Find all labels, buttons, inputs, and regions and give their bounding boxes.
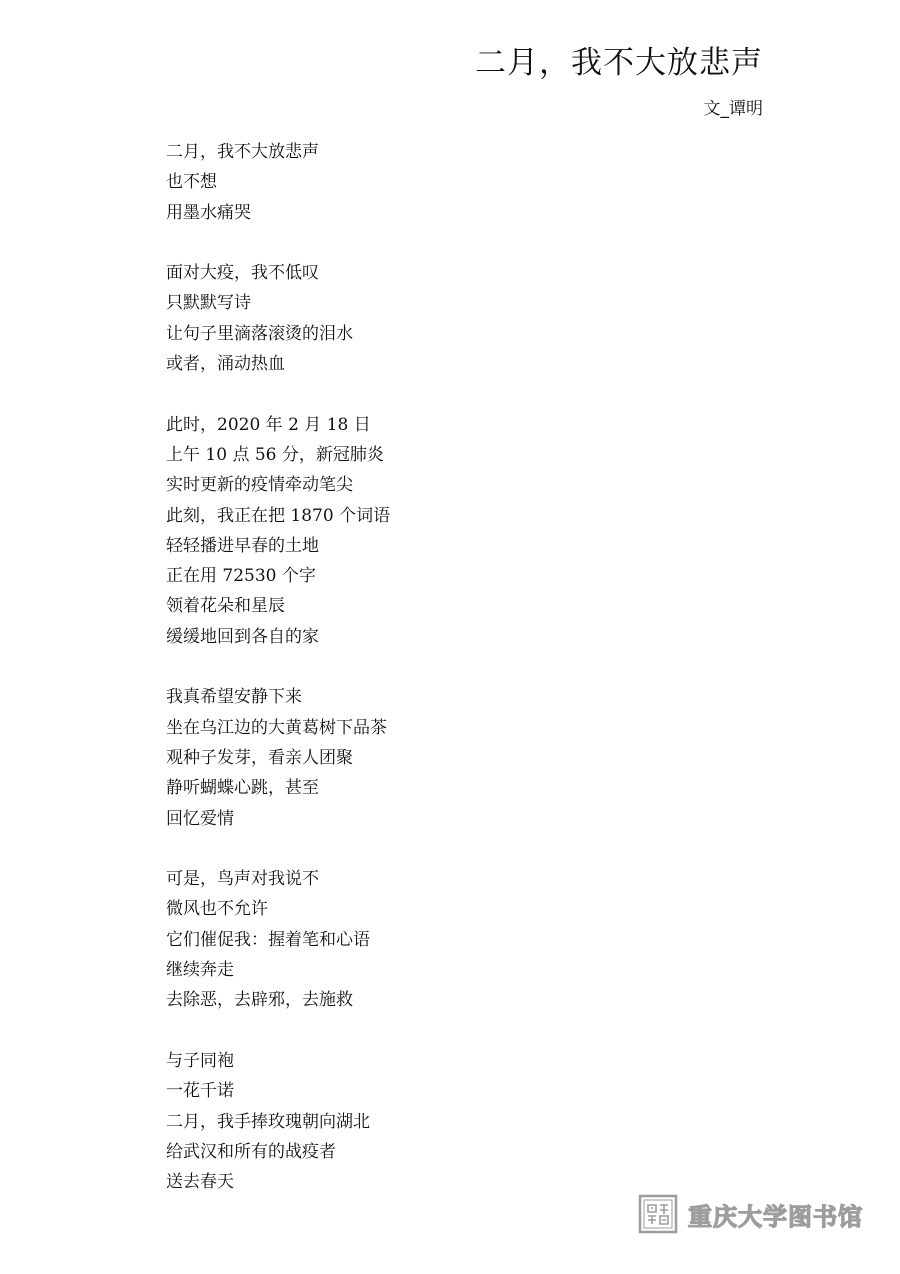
stanza (166, 258, 390, 379)
stanza (166, 864, 390, 1015)
poem-line: 实时更新的疫情牵动笔尖 (166, 475, 353, 496)
poem-line: 微风也不允许 (166, 899, 268, 920)
poem-line: 领着花朵和星辰 (166, 596, 285, 617)
library-name: 重庆大学图书馆 (688, 1202, 863, 1231)
library-seal-icon (638, 1194, 678, 1234)
poem-title: 二月，我不大放悲声 (475, 45, 763, 81)
poem-line: 轻轻播进早春的土地 (166, 535, 319, 556)
poem-line: 回忆爱情 (166, 808, 234, 829)
poem-line: 送去春天 (166, 1172, 234, 1193)
poem-line: 让句子里滴落滚烫的泪水 (166, 323, 353, 344)
poem-line: 坐在乌江边的大黄葛树下品茶 (166, 717, 387, 738)
poem-line: 正在用 72530 个字 (166, 566, 316, 587)
poem-line: 上午 10 点 56 分，新冠肺炎 (166, 444, 384, 465)
poem-line: 也不想 (166, 172, 217, 193)
stanza (166, 410, 390, 652)
poem-line: 一花千诺 (166, 1081, 234, 1102)
library-watermark (638, 1192, 863, 1236)
poem-line: 此时，2020 年 2 月 18 日 (166, 414, 371, 435)
poem-line: 二月，我手捧玫瑰朝向湖北 (166, 1111, 370, 1132)
poem-line: 缓缓地回到各自的家 (166, 626, 319, 647)
poem-line: 它们催促我：握着笔和心语 (166, 929, 370, 950)
stanza (166, 682, 390, 833)
stanza (166, 137, 390, 228)
poem-line: 或者，涌动热血 (166, 354, 285, 375)
stanza (166, 1046, 390, 1197)
poem-line: 我真希望安静下来 (166, 687, 302, 708)
poem-line: 面对大疫，我不低叹 (166, 263, 319, 284)
poem-author: 文_谭明 (703, 99, 763, 119)
poem-line: 可是，鸟声对我说不 (166, 869, 319, 890)
poem-line: 继续奔走 (166, 960, 234, 981)
poem-line: 去除恶，去辟邪，去施救 (166, 990, 353, 1011)
poem-line: 静听蝴蝶心跳，甚至 (166, 778, 319, 799)
poem-line: 用墨水痛哭 (166, 202, 251, 223)
poem-line: 给武汉和所有的战疫者 (166, 1141, 336, 1162)
poem-line: 只默默写诗 (166, 293, 251, 314)
poem-body (166, 137, 390, 1197)
poem-line: 观种子发芽，看亲人团聚 (166, 747, 353, 768)
poem-line: 二月，我不大放悲声 (166, 142, 319, 162)
poem-line: 与子同袍 (166, 1050, 234, 1071)
poem-line: 此刻，我正在把 1870 个词语 (166, 505, 391, 526)
